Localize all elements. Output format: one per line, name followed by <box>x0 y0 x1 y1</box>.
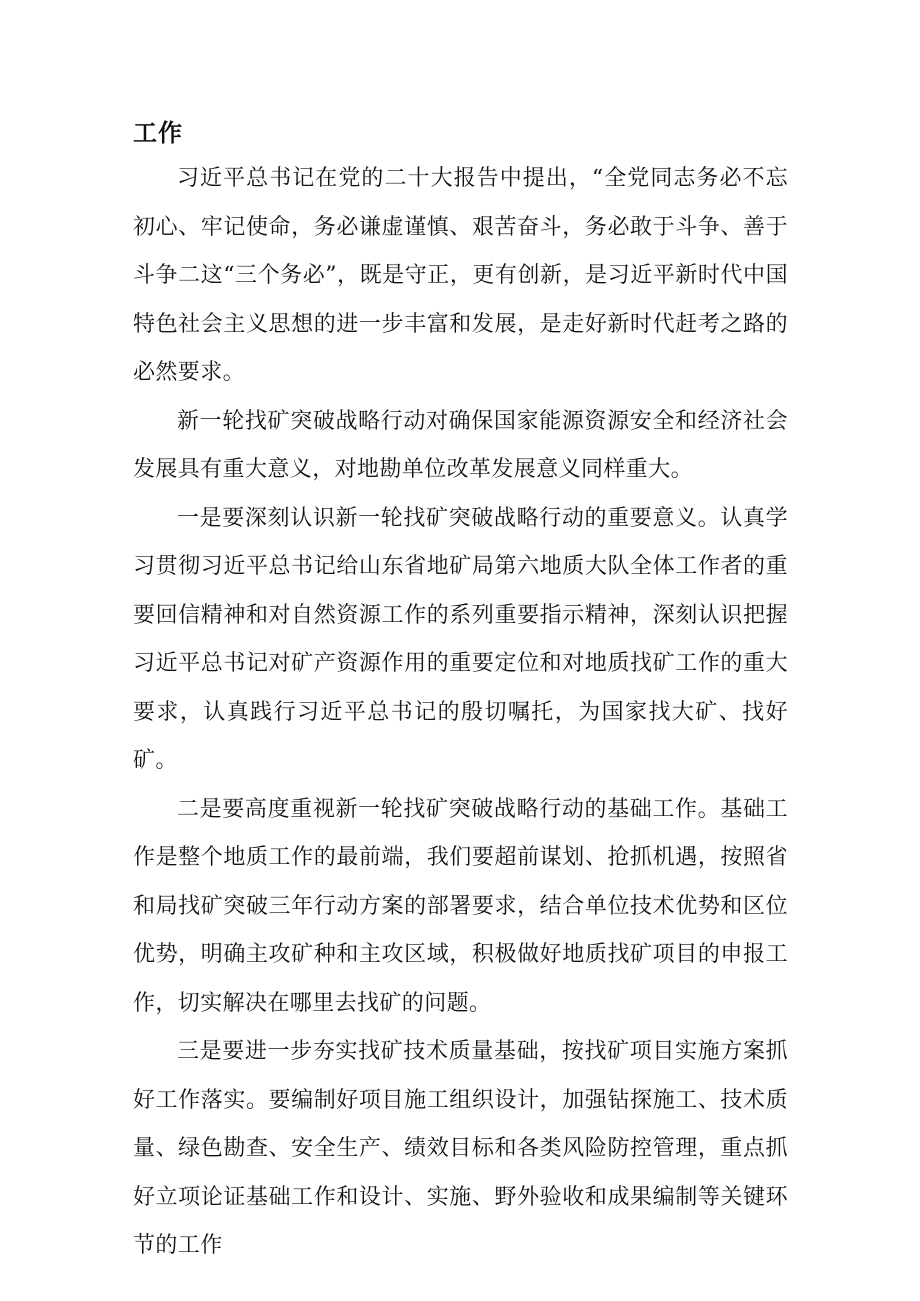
paragraph: 一是要深刻认识新一轮找矿突破战略行动的重要意义。认真学习贯彻习近平总书记给山东省地矿局第六地质大队全体工作者的重要回信精神和对自然资源工作的系列重要指示精神，深刻认识把握习近平总书记对矿产资源作用的重要定位和对地质找矿工作的重大要求，认真践行习近平总书记的殷切嘱托，为国家找大矿、找好矿。 <box>133 505 788 773</box>
paragraph: 二是要高度重视新一轮找矿突破战略行动的基础工作。基础工作是整个地质工作的最前端，我们要超前谋划、抢抓机遇，按照省和局找矿突破三年行动方案的部署要求，结合单位技术优势和区位优势，明确主攻矿种和主攻区域，积极做好地质找矿项目的申报工作，切实解决在哪里去找矿的问题。 <box>133 796 788 1016</box>
section-heading: 工作 <box>133 119 183 147</box>
body-text <box>133 155 788 1271</box>
paragraph: 新一轮找矿突破战略行动对确保国家能源资源安全和经济社会发展具有重大意义，对地勘单位改革发展意义同样重大。 <box>133 408 788 482</box>
paragraph: 习近平总书记在党的二十大报告中提出，“全党同志务必不忘初心、牢记使命，务必谦虚谨慎、艰苦奋斗，务必敢于斗争、善于斗争二这“三个务必”，既是守正，更有创新，是习近平新时代中国特色社会主义思想的进一步丰富和发展，是走好新时代赶考之路的必然要求。 <box>133 166 788 385</box>
paragraph: 三是要进一步夯实找矿技术质量基础，按找矿项目实施方案抓好工作落实。要编制好项目施工组织设计，加强钻探施工、技术质量、绿色勘查、安全生产、绩效目标和各类风险防控管理，重点抓好立项论证基础工作和设计、实施、野外验收和成果编制等关键环节的工作 <box>133 1039 788 1258</box>
